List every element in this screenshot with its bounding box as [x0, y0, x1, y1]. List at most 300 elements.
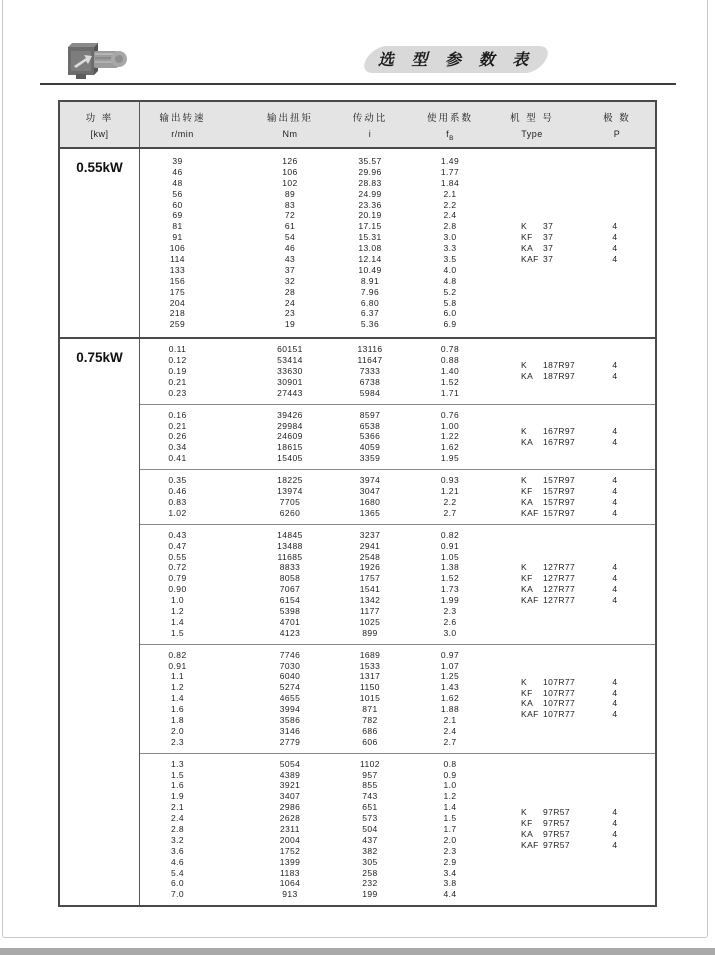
service-factor-cell: 1.62	[440, 442, 460, 453]
ratio-cell: 15.31	[358, 232, 382, 243]
type-model-cell: 37	[543, 221, 554, 232]
poles-cell: 4	[612, 426, 618, 437]
ratio-cell: 232	[362, 878, 378, 889]
speed-cell: 2.8	[170, 823, 185, 834]
speed-cell: 6.0	[170, 878, 185, 889]
table-row	[140, 878, 655, 889]
table-row	[140, 552, 655, 563]
ratio-cell: 1025	[359, 616, 381, 627]
service-factor-cell: 1.88	[440, 704, 460, 715]
service-factor-cell: 2.0	[443, 834, 457, 845]
service-factor-cell: 1.25	[440, 671, 460, 682]
ratio-cell: 6738	[359, 376, 381, 387]
poles-cell: 4	[612, 475, 618, 486]
type-model-cell: 157R97	[543, 507, 576, 518]
speed-cell: 0.82	[168, 649, 187, 660]
torque-cell: 4655	[279, 693, 301, 704]
torque-cell: 7705	[279, 496, 301, 507]
table-row	[140, 737, 655, 748]
power-group	[60, 337, 655, 905]
service-factor-cell: 1.73	[440, 584, 460, 595]
torque-cell: 126	[282, 156, 298, 166]
type-prefix-cell: KA	[521, 436, 534, 447]
table-row	[140, 857, 655, 868]
type-prefix-cell: K	[521, 426, 528, 437]
poles-cell: 4	[612, 496, 618, 507]
speed-cell: 0.90	[168, 584, 187, 595]
service-factor-cell: 1.95	[440, 453, 460, 464]
ratio-cell: 23.36	[358, 199, 382, 210]
ratio-cell: 5366	[359, 431, 381, 442]
speed-cell: 0.12	[168, 355, 187, 366]
poles-cell: 4	[612, 360, 618, 371]
torque-cell: 2628	[279, 813, 301, 824]
service-factor-cell: 1.62	[440, 693, 460, 704]
speed-cell: 156	[169, 275, 186, 286]
ratio-cell: 606	[362, 736, 378, 747]
speed-cell: 0.46	[168, 486, 187, 497]
torque-cell: 3586	[279, 714, 301, 725]
table-row	[140, 178, 655, 189]
type-model-cell: 107R77	[543, 676, 576, 687]
table-row	[140, 319, 655, 330]
type-model-cell: 97R57	[543, 818, 571, 829]
type-model-cell: 37	[543, 232, 554, 243]
type-model-cell: 97R57	[543, 829, 571, 840]
type-row	[521, 243, 637, 254]
type-model-cell: 37	[543, 254, 554, 265]
ratio-cell: 6.37	[360, 308, 380, 319]
sections	[140, 149, 655, 337]
type-row	[521, 486, 637, 497]
poles-cell: 4	[612, 687, 618, 698]
type-prefix-cell: KF	[521, 687, 533, 698]
type-row	[521, 254, 637, 265]
type-prefix-cell: KAF	[521, 709, 539, 720]
table-row	[140, 770, 655, 781]
table-row	[140, 189, 655, 200]
ratio-cell: 4059	[359, 442, 381, 453]
ratio-cell: 651	[362, 802, 378, 813]
torque-cell: 33630	[277, 366, 303, 377]
torque-cell: 5274	[279, 682, 301, 693]
type-prefix-cell: K	[521, 360, 528, 371]
speed-cell: 39	[172, 156, 183, 166]
ratio-cell: 855	[362, 780, 378, 791]
type-prefix-cell: KAF	[521, 507, 539, 518]
header-speed: 输出转速 r/min	[159, 113, 206, 139]
type-prefix-cell: K	[521, 475, 528, 486]
type-row	[521, 829, 637, 840]
ratio-cell: 13116	[357, 344, 383, 355]
torque-cell: 72	[284, 210, 296, 221]
ratio-cell: 24.99	[358, 188, 382, 199]
type-model-cell: 187R97	[543, 371, 576, 382]
service-factor-cell: 1.43	[440, 682, 460, 693]
header-power: 功 率 [kw]	[60, 102, 140, 147]
ratio-section	[140, 470, 655, 525]
ratio-section	[140, 149, 655, 337]
ratio-cell: 1533	[359, 660, 381, 671]
speed-cell: 1.6	[170, 780, 185, 791]
ratio-cell: 2941	[359, 540, 381, 551]
service-factor-cell: 1.07	[440, 660, 460, 671]
service-factor-cell: 4.0	[443, 264, 457, 275]
poles-cell: 4	[612, 562, 618, 573]
type-row	[521, 710, 637, 721]
torque-cell: 89	[284, 188, 296, 199]
ratio-cell: 686	[362, 725, 378, 736]
header-ratio: 传动比 i	[352, 113, 388, 139]
type-row	[521, 475, 637, 486]
service-factor-cell: 2.1	[443, 714, 457, 725]
speed-cell: 0.21	[168, 420, 187, 431]
torque-cell: 4123	[279, 627, 301, 638]
table-row	[140, 200, 655, 211]
torque-cell: 2986	[279, 802, 301, 813]
torque-cell: 4389	[279, 769, 301, 780]
type-prefix-cell: KA	[521, 243, 534, 254]
service-factor-cell: 2.2	[443, 496, 457, 507]
type-prefix-cell: KAF	[521, 595, 539, 606]
speed-cell: 5.4	[170, 867, 185, 878]
poles-cell: 4	[612, 818, 618, 829]
torque-cell: 3921	[279, 780, 301, 791]
torque-cell: 43	[284, 254, 296, 265]
type-model-cell: 127R77	[543, 584, 576, 595]
poles-cell: 4	[612, 486, 618, 497]
poles-cell: 4	[612, 829, 618, 840]
service-factor-cell: 1.52	[440, 376, 460, 387]
table-row	[140, 530, 655, 541]
table-row	[140, 308, 655, 319]
service-factor-cell: 2.3	[443, 605, 457, 616]
service-factor-cell: 1.77	[440, 166, 460, 177]
table-row	[140, 726, 655, 737]
type-row	[521, 426, 637, 437]
torque-cell: 8058	[279, 573, 301, 584]
header-service-factor: 使用系数 $f_B$	[426, 113, 473, 142]
type-block	[521, 221, 637, 265]
ratio-cell: 13.08	[358, 243, 382, 254]
poles-cell: 4	[612, 507, 618, 518]
poles-cell: 4	[612, 840, 618, 851]
torque-cell: 46	[284, 243, 296, 254]
type-model-cell: 157R97	[543, 486, 576, 497]
ratio-cell: 1689	[359, 649, 381, 660]
torque-cell: 5054	[279, 758, 301, 769]
ratio-cell: 12.14	[358, 254, 382, 265]
speed-cell: 218	[169, 308, 186, 319]
torque-cell: 1399	[279, 856, 301, 867]
service-factor-cell: 2.4	[443, 210, 457, 221]
type-row	[521, 840, 637, 851]
table-row	[140, 791, 655, 802]
ratio-cell: 1680	[359, 496, 381, 507]
service-factor-cell: 0.8	[443, 758, 457, 769]
service-factor-cell: 6.0	[443, 308, 457, 319]
torque-cell: 3407	[279, 791, 301, 802]
torque-cell: 106	[282, 166, 298, 177]
service-factor-cell: 1.5	[443, 813, 457, 824]
service-factor-cell: 3.0	[443, 627, 457, 638]
type-row	[521, 819, 637, 830]
type-model-cell: 97R57	[543, 807, 571, 818]
type-prefix-cell: KA	[521, 496, 534, 507]
ratio-cell: 35.57	[358, 156, 382, 166]
ratio-cell: 3047	[359, 486, 381, 497]
ratio-section	[140, 339, 655, 404]
table-row	[140, 388, 655, 399]
speed-cell: 3.6	[170, 845, 185, 856]
service-factor-cell: 3.3	[443, 243, 457, 254]
ratio-cell: 3237	[359, 529, 381, 540]
speed-cell: 1.5	[170, 627, 185, 638]
service-factor-cell: 4.4	[443, 889, 457, 900]
table-row	[140, 868, 655, 879]
speed-cell: 1.5	[170, 769, 185, 780]
type-block	[521, 808, 637, 852]
table-row	[140, 167, 655, 178]
power-label: 0.75kW	[60, 339, 140, 905]
speed-cell: 46	[172, 166, 183, 177]
service-factor-cell: 3.0	[443, 232, 457, 243]
torque-cell: 37	[284, 264, 296, 275]
selection-table	[58, 100, 657, 907]
type-model-cell: 107R77	[543, 698, 576, 709]
torque-cell: 8833	[279, 562, 301, 573]
service-factor-cell: 1.21	[440, 486, 460, 497]
poles-cell: 4	[612, 573, 618, 584]
type-block	[521, 677, 637, 721]
type-prefix-cell: KAF	[521, 254, 539, 265]
poles-cell: 4	[612, 807, 618, 818]
speed-cell: 81	[172, 221, 183, 232]
speed-cell: 1.2	[170, 682, 185, 693]
service-factor-cell: 2.2	[443, 199, 457, 210]
speed-cell: 114	[170, 254, 185, 265]
type-prefix-cell: KAF	[521, 840, 539, 851]
torque-cell: 6260	[279, 507, 301, 518]
speed-cell: 0.19	[168, 366, 187, 377]
service-factor-cell: 1.84	[440, 177, 460, 188]
torque-cell: 1752	[279, 845, 301, 856]
poles-cell: 4	[612, 436, 618, 447]
torque-cell: 6040	[279, 671, 301, 682]
sections	[140, 339, 655, 905]
speed-cell: 0.47	[168, 540, 187, 551]
type-prefix-cell: KA	[521, 584, 534, 595]
speed-cell: 69	[172, 210, 183, 221]
speed-cell: 0.26	[168, 431, 187, 442]
service-factor-cell: 1.00	[440, 420, 460, 431]
poles-cell: 4	[612, 254, 618, 265]
ratio-section	[140, 405, 655, 470]
torque-cell: 60151	[277, 344, 303, 355]
type-row	[521, 562, 637, 573]
torque-cell: 30901	[277, 376, 303, 387]
poles-cell: 4	[612, 232, 618, 243]
type-row	[521, 595, 637, 606]
torque-cell: 54	[284, 232, 296, 243]
speed-cell: 0.83	[168, 496, 187, 507]
torque-cell: 1064	[279, 878, 301, 889]
ratio-cell: 871	[362, 704, 378, 715]
gearmotor-image	[62, 34, 130, 84]
table-row	[140, 541, 655, 552]
speed-cell: 259	[169, 319, 186, 330]
torque-cell: 2779	[279, 736, 301, 747]
torque-cell: 53414	[277, 355, 303, 366]
service-factor-cell: 1.2	[443, 791, 457, 802]
service-factor-cell: 2.8	[443, 221, 457, 232]
ratio-cell: 29.96	[358, 166, 382, 177]
speed-cell: 133	[169, 264, 186, 275]
table-row	[140, 889, 655, 900]
table-row	[140, 276, 655, 287]
speed-cell: 60	[172, 199, 183, 210]
type-row	[521, 688, 637, 699]
ratio-cell: 7.96	[360, 286, 380, 297]
speed-cell: 1.3	[170, 758, 185, 769]
torque-cell: 19	[284, 319, 296, 330]
ratio-section	[140, 525, 655, 645]
ratio-cell: 7333	[359, 366, 381, 377]
torque-cell: 2311	[280, 823, 300, 834]
service-factor-cell: 0.9	[443, 769, 457, 780]
service-factor-cell: 2.6	[443, 616, 457, 627]
type-model-cell: 97R57	[543, 840, 571, 851]
power-label: 0.55kW	[60, 149, 140, 337]
page-bottom-bar	[0, 948, 715, 955]
service-factor-cell: 3.4	[443, 867, 457, 878]
service-factor-cell: 0.88	[440, 355, 460, 366]
type-block	[521, 562, 637, 606]
poles-cell: 4	[612, 595, 618, 606]
ratio-cell: 1177	[360, 605, 380, 616]
speed-cell: 0.34	[168, 442, 187, 453]
type-row	[521, 371, 637, 382]
ratio-cell: 1102	[360, 758, 380, 769]
poles-cell: 4	[612, 698, 618, 709]
type-row	[521, 573, 637, 584]
service-factor-cell: 1.40	[440, 366, 460, 377]
torque-cell: 7067	[279, 584, 301, 595]
service-factor-cell: 1.4	[443, 802, 457, 813]
speed-cell: 1.4	[170, 693, 185, 704]
table-row	[140, 344, 655, 355]
torque-cell: 4701	[279, 616, 301, 627]
type-model-cell: 167R97	[543, 426, 576, 437]
speed-cell: 0.41	[168, 453, 187, 464]
service-factor-cell: 1.38	[440, 562, 460, 573]
torque-cell: 13974	[277, 486, 303, 497]
type-prefix-cell: K	[521, 221, 528, 232]
type-prefix-cell: K	[521, 676, 528, 687]
speed-cell: 1.1	[170, 671, 185, 682]
torque-cell: 83	[284, 199, 296, 210]
torque-cell: 32	[284, 275, 296, 286]
table-row	[140, 759, 655, 770]
torque-cell: 11685	[277, 551, 303, 562]
type-prefix-cell: K	[521, 807, 528, 818]
speed-cell: 2.4	[170, 813, 185, 824]
speed-cell: 1.0	[170, 595, 185, 606]
speed-cell: 0.23	[168, 387, 187, 398]
service-factor-cell: 2.9	[443, 856, 457, 867]
ratio-cell: 8597	[359, 409, 381, 420]
type-model-cell: 127R77	[543, 562, 576, 573]
ratio-section	[140, 754, 655, 906]
ratio-cell: 782	[362, 714, 378, 725]
ratio-cell: 1150	[360, 682, 380, 693]
type-block	[521, 475, 637, 519]
speed-cell: 204	[169, 297, 186, 308]
ratio-cell: 1926	[359, 562, 381, 573]
header-poles: 极 数 P	[603, 113, 631, 139]
service-factor-cell: 3.5	[443, 254, 457, 265]
service-factor-cell: 1.05	[440, 551, 460, 562]
ratio-cell: 20.19	[358, 210, 382, 221]
type-row	[521, 361, 637, 372]
service-factor-cell: 0.93	[440, 475, 460, 486]
type-prefix-cell: KF	[521, 573, 533, 584]
poles-cell: 4	[612, 709, 618, 720]
type-row	[521, 699, 637, 710]
speed-cell: 56	[172, 188, 183, 199]
torque-cell: 15405	[277, 453, 303, 464]
torque-cell: 913	[282, 889, 298, 900]
ratio-cell: 5.36	[360, 319, 380, 330]
speed-cell: 0.35	[168, 475, 187, 486]
table-row	[140, 287, 655, 298]
ratio-cell: 3359	[359, 453, 381, 464]
type-model-cell: 157R97	[543, 496, 576, 507]
service-factor-cell: 1.0	[443, 780, 457, 791]
torque-cell: 3146	[279, 725, 301, 736]
speed-cell: 1.8	[170, 714, 185, 725]
ratio-cell: 17.15	[358, 221, 382, 232]
header-rule	[40, 83, 676, 85]
torque-cell: 29984	[277, 420, 303, 431]
table-row	[140, 606, 655, 617]
service-factor-cell: 0.82	[440, 529, 460, 540]
torque-cell: 24609	[277, 431, 303, 442]
speed-cell: 2.1	[170, 802, 185, 813]
type-model-cell: 127R77	[543, 595, 576, 606]
service-factor-cell: 1.7	[443, 823, 457, 834]
ratio-cell: 2548	[359, 551, 381, 562]
type-block	[521, 361, 637, 383]
type-prefix-cell: KA	[521, 698, 534, 709]
ratio-cell: 11647	[357, 355, 383, 366]
table-row	[140, 780, 655, 791]
ratio-cell: 10.49	[358, 264, 382, 275]
poles-cell: 4	[612, 676, 618, 687]
torque-cell: 7746	[279, 649, 301, 660]
ratio-cell: 305	[362, 856, 378, 867]
table-row	[140, 265, 655, 276]
page-title: 选 型 参 数 表	[377, 50, 535, 69]
service-factor-cell: 1.22	[440, 431, 460, 442]
ratio-cell: 1757	[359, 573, 381, 584]
type-row	[521, 497, 637, 508]
speed-cell: 0.11	[168, 344, 187, 355]
service-factor-cell: 4.8	[443, 275, 457, 286]
type-model-cell: 107R77	[543, 709, 576, 720]
ratio-cell: 3974	[359, 475, 381, 486]
type-prefix-cell: KA	[521, 829, 534, 840]
